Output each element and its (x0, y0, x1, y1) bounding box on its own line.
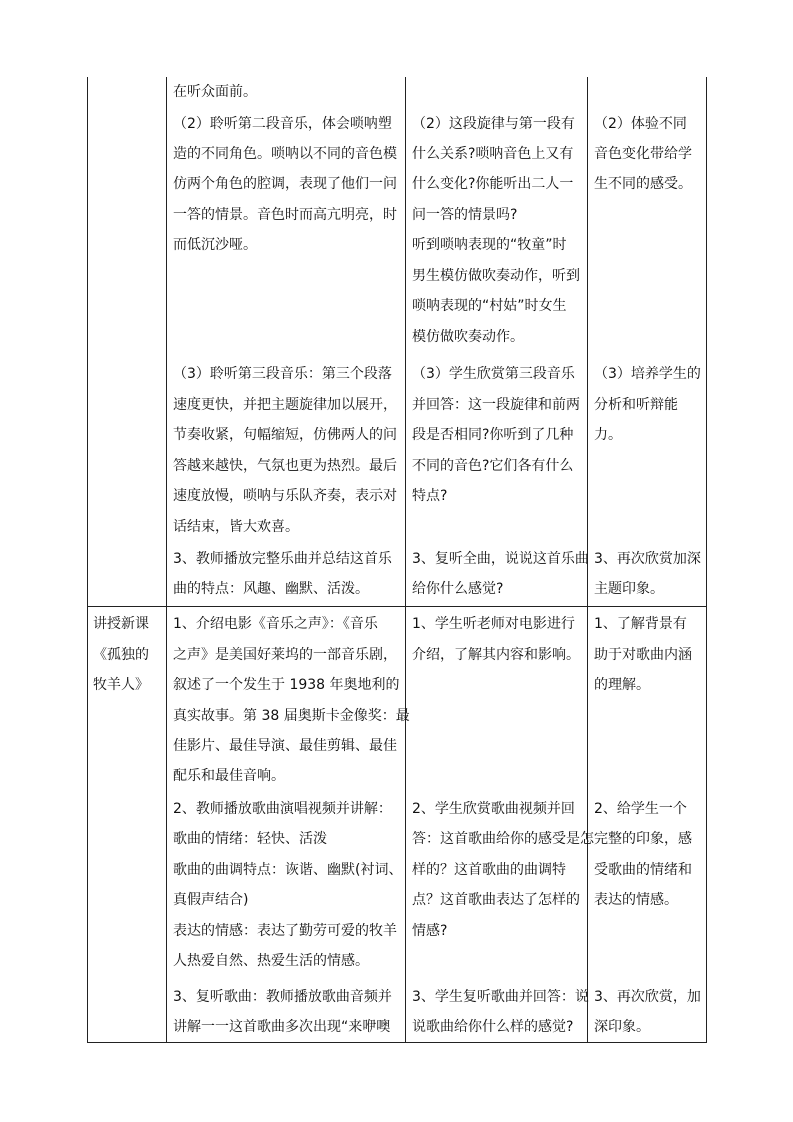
text-line: 真假声结合) (173, 892, 249, 908)
text-line: 2、教师播放歌曲演唱视频并讲解： (173, 801, 392, 817)
text-line: 的理解。 (594, 677, 650, 693)
text-line: 3、教师播放完整乐曲并总结这首乐 (173, 551, 392, 567)
text-line: 真实故事。第 38 届奥斯卡金像奖：最 (173, 708, 410, 724)
text-line: 歌曲的曲调特点：诙谐、幽默(衬词、 (173, 862, 403, 878)
text-line: 力。 (594, 427, 622, 443)
text-line: 什么关系?唢呐音色上又有 (412, 146, 574, 162)
text-line: 歌曲的情绪：轻快、活泼 (173, 831, 327, 847)
text-line: 牧羊人》 (93, 677, 149, 693)
text-line: 节奏收紧，句幅缩短，仿佛两人的问 (173, 427, 397, 443)
text-line: 答：这首歌曲给你的感受是怎 (412, 831, 594, 847)
text-line: （3）学生欣赏第三段音乐 (412, 366, 575, 382)
text-line: 深印象。 (594, 1019, 650, 1035)
text-line: 3、再次欣赏，加 (594, 989, 701, 1005)
text-line: （2）这段旋律与第一段有 (412, 116, 575, 132)
text-line: 速度放慢，唢呐与乐队齐奏，表示对 (173, 488, 397, 504)
text-line: 1、介绍电影《音乐之声》：《音乐 (173, 616, 378, 632)
text-line: 3、复听全曲，说说这首乐曲 (412, 551, 589, 567)
text-line: 表达的情感：表达了勤劳可爱的牧羊 (173, 923, 397, 939)
text-line: 什么变化?你能听出二人一 (412, 176, 574, 192)
text-line: 2、学生欣赏歌曲视频并回 (412, 801, 575, 817)
text-line: 男生模仿做吹奏动作，听到 (412, 268, 580, 284)
table-border-right (706, 77, 707, 1043)
text-line: 曲的特点：风趣、幽默、活泼。 (173, 581, 369, 597)
text-line: 生不同的感受。 (594, 176, 692, 192)
text-line: 段是否相同?你听到了几种 (412, 427, 574, 443)
text-line: 《孤独的 (93, 647, 149, 663)
text-line: 模仿做吹奏动作。 (412, 329, 524, 345)
text-line: 主题印象。 (594, 581, 664, 597)
text-line: 听到唢呐表现的“牧童”时 (412, 237, 567, 253)
text-line: 3、学生复听歌曲并回答：说 (412, 989, 589, 1005)
text-line: 2、给学生一个 (594, 801, 687, 817)
column-divider (405, 77, 406, 1043)
text-line: （2）聆听第二段音乐，体会唢呐塑 (173, 116, 392, 132)
text-line: 而低沉沙哑。 (173, 237, 257, 253)
text-line: 人热爱自然、热爱生活的情感。 (173, 953, 369, 969)
text-line: 答越来越快，气氛也更为热烈。最后 (173, 458, 397, 474)
table-border-left (87, 77, 88, 1043)
row-divider (87, 606, 707, 607)
text-line: 造的不同角色。唢呐以不同的音色模 (173, 146, 397, 162)
text-line: 特点? (412, 488, 448, 504)
text-line: 仿两个角色的腔调，表现了他们一问 (173, 176, 397, 192)
text-line: 样的？这首歌曲的曲调特 (412, 862, 566, 878)
text-line: 在听众面前。 (173, 84, 257, 100)
text-line: 配乐和最佳音响。 (173, 768, 285, 784)
text-line: 问一答的情景吗? (412, 207, 518, 223)
text-line: 唢呐表现的“村姑”时女生 (412, 298, 567, 314)
text-line: 给你什么感觉? (412, 581, 504, 597)
text-line: 表达的情感。 (594, 892, 678, 908)
text-line: 并回答：这一段旋律和前两 (412, 397, 580, 413)
text-line: 1、学生听老师对电影进行 (412, 616, 575, 632)
text-line: 之声》是美国好莱坞的一部音乐剧， (173, 647, 397, 663)
text-line: 佳影片、最佳导演、最佳剪辑、最佳 (173, 738, 397, 754)
text-line: 分析和听辩能 (594, 397, 678, 413)
text-line: 话结束，皆大欢喜。 (173, 519, 299, 535)
text-line: 讲解一一这首歌曲多次出现“来咿噢 (173, 1019, 391, 1035)
text-line: 1、了解背景有 (594, 616, 687, 632)
text-line: 一答的情景。音色时而高亢明亮，时 (173, 207, 397, 223)
text-line: （3）培养学生的 (594, 366, 701, 382)
text-line: 介绍，了解其内容和影响。 (412, 647, 580, 663)
text-line: 说歌曲给你什么样的感觉? (412, 1019, 574, 1035)
column-divider (166, 77, 167, 1043)
text-line: 情感? (412, 923, 448, 939)
text-line: 助于对歌曲内涵 (594, 647, 692, 663)
text-line: 讲授新课 (93, 616, 149, 632)
text-line: 3、再次欣赏加深 (594, 551, 701, 567)
text-line: 不同的音色?它们各有什么 (412, 458, 574, 474)
text-line: 点？这首歌曲表达了怎样的 (412, 892, 580, 908)
text-line: 受歌曲的情绪和 (594, 862, 692, 878)
text-line: （3）聆听第三段音乐：第三个段落 (173, 366, 392, 382)
text-line: 完整的印象，感 (594, 831, 692, 847)
text-line: 音色变化带给学 (594, 146, 692, 162)
text-line: 3、复听歌曲：教师播放歌曲音频并 (173, 989, 392, 1005)
text-line: 叙述了一个发生于 1938 年奥地利的 (173, 677, 400, 693)
text-line: 速度更快，并把主题旋律加以展开， (173, 397, 397, 413)
text-line: （2）体验不同 (594, 116, 687, 132)
